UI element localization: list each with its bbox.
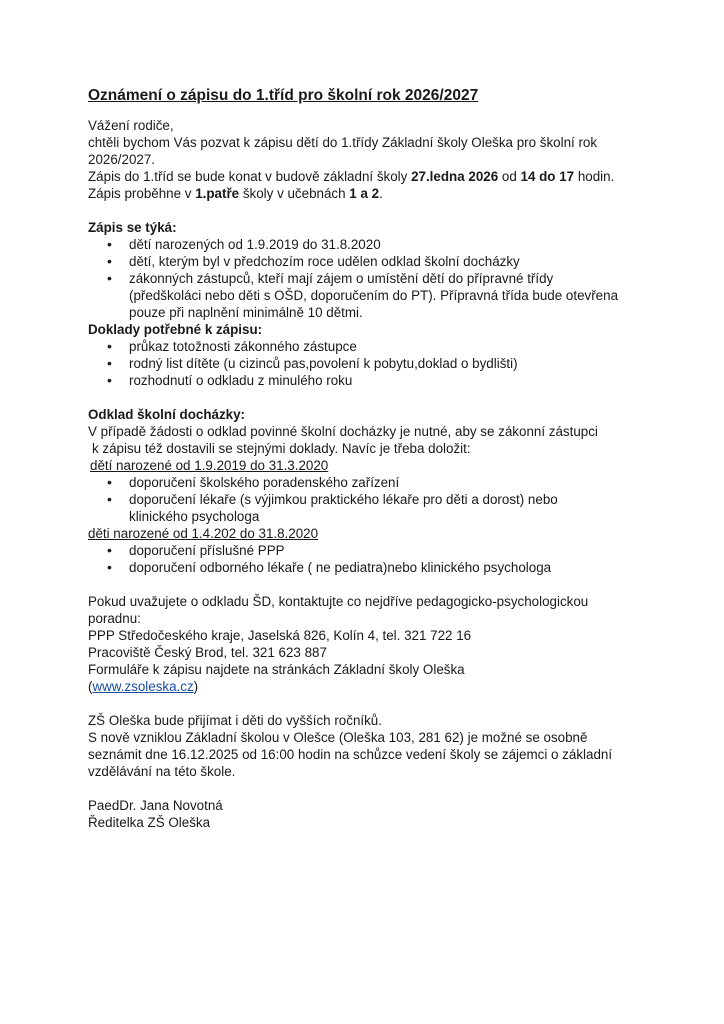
deferral-group-1-title: dětí narozené od 1.9.2019 do 31.3.2020 <box>90 458 329 473</box>
documents-list <box>88 338 648 389</box>
other-line-2: S nově vzniklou Základní školou v Olešce (Oleška 103, 281 62) je možné se osobně <box>88 730 588 745</box>
intro-line-2: 2026/2027. <box>88 152 156 167</box>
deferral-group-2-list <box>88 542 648 576</box>
deferral-group-2-title: děti narozené od 1.4.202 do 31.8.2020 <box>88 526 319 541</box>
enrollment-date: 27.ledna 2026 <box>411 169 499 184</box>
intro-line-1: chtěli bychom Vás pozvat k zápisu dětí do 1.třídy Základní školy Oleška pro školní rok <box>88 135 598 150</box>
list-item: • rozhodnutí o odkladu z minulého roku <box>129 372 648 389</box>
list-item: • dětí, kterým byl v předchozím roce udělen odklad školní docházky <box>129 253 648 270</box>
contact-line-2: poradnu: <box>88 611 141 626</box>
deferral-text-2: k zápisu též dostavili se stejnými doklady. Navíc je třeba doložit: <box>92 441 471 456</box>
floor-value: 1.patře <box>195 186 240 201</box>
school-website-link[interactable]: www.zsoleska.cz <box>92 679 194 694</box>
contact-line-5: Formuláře k zápisu najdete na stránkách Základní školy Oleška <box>88 662 465 677</box>
signature-role: Ředitelka ZŠ Oleška <box>88 815 211 830</box>
deferral-group-1-list <box>88 474 648 525</box>
enrollment-place: Zápis do 1.tříd se bude konat v budově základní školy 27.ledna 2026 od 14 do 17 hodin. <box>88 169 615 184</box>
greeting: Vážení rodiče, <box>88 118 174 133</box>
document-title: Oznámení o zápisu do 1.tříd pro školní rok 2026/2027 <box>88 87 479 104</box>
school-website: (www.zsoleska.cz) <box>88 679 199 694</box>
enrollment-floor: Zápis proběhne v 1.patře školy v učebnách 1 a 2. <box>88 186 383 201</box>
concerns-list <box>88 236 648 321</box>
concerns-heading: Zápis se týká: <box>88 220 177 235</box>
list-item: • rodný list dítěte (u cizinců pas,povolení k pobytu,doklad o bydlišti) <box>129 355 648 372</box>
other-line-1: ZŠ Oleška bude přijímat i děti do vyšších ročníků. <box>88 713 382 728</box>
list-item: • doporučení školského poradenského zařízení <box>129 474 648 491</box>
other-line-3: seznámit dne 16.12.2025 od 16:00 hodin na schůzce vedení školy se zájemci o základní <box>88 747 613 762</box>
list-item: • doporučení odborného lékaře ( ne pediatra)nebo klinického psychologa <box>129 559 648 576</box>
contact-line-3: PPP Středočeského kraje, Jaselská 826, Kolín 4, tel. 321 722 16 <box>88 628 472 643</box>
signature-name: PaedDr. Jana Novotná <box>88 798 223 813</box>
list-item: • doporučení lékaře (s výjimkou praktického lékaře pro děti a dorost) nebo klinického psychologa <box>129 491 648 525</box>
deferral-text-1: V případě žádosti o odklad povinné školní docházky je nutné, aby se zákonní zástupci <box>88 424 598 439</box>
list-item: • průkaz totožnosti zákonného zástupce <box>129 338 648 355</box>
enrollment-time: 14 do 17 <box>520 169 575 184</box>
list-item: • dětí narozených od 1.9.2019 do 31.8.2020 <box>129 236 648 253</box>
rooms-value: 1 a 2 <box>349 186 380 201</box>
list-item: • zákonných zástupců, kteří mají zájem o umístění dětí do přípravné třídy (předškoláci nebo děti s OŠD, doporučením do PT). Přípravná třída bude otevřena pouze při naplnění minimálně 10 dětmi. <box>129 270 648 321</box>
deferral-heading: Odklad školní docházky: <box>88 407 246 422</box>
contact-line-4: Pracoviště Český Brod, tel. 321 623 887 <box>88 645 327 660</box>
notice-document <box>88 86 648 831</box>
contact-line-1: Pokud uvažujete o odkladu ŠD, kontaktujte co nejdříve pedagogicko-psychologickou <box>88 594 589 609</box>
other-line-4: vzdělávání na této škole. <box>88 764 236 779</box>
list-item: • doporučení příslušné PPP <box>129 542 648 559</box>
documents-heading: Doklady potřebné k zápisu: <box>88 322 263 337</box>
